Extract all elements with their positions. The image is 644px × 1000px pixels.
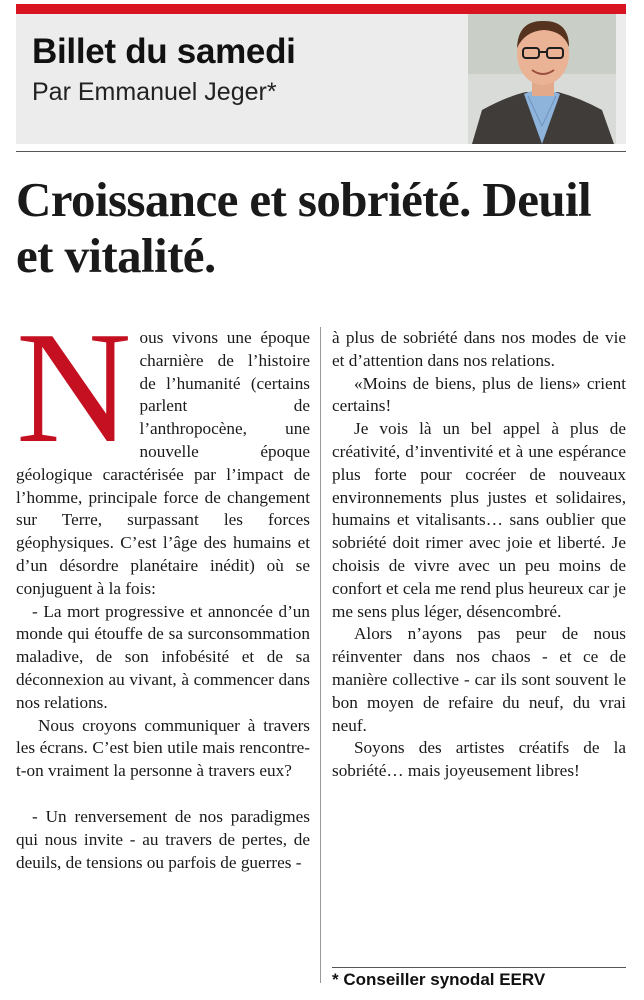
paragraph-creativity: Je vois là un bel appel à plus de créativité, d’inventivité et à une espérance plus forte pour cocréer de nouveaux environnements plus justes et solidaires, humains et vitalisants… sans oublier que sobriété doit rimer avec joie et liberté. Je choisis de vivre avec un peu moins de confort et cela me rend plus heureux car je me sens plus léger, désencombré. bbox=[332, 419, 626, 621]
column-header bbox=[16, 14, 626, 144]
paragraph-death-of-world: - La mort progressive et annoncée d’un monde qui étouffe de sa surconsommation maladive, de son infobésité et de sa déconnexion au vivant, à commencer dans nos relations. bbox=[16, 601, 310, 712]
article-headline: Croissance et sobriété. Deuil et vitalité. bbox=[16, 172, 592, 283]
paragraph-quote: «Moins de biens, plus de liens» crient certains! bbox=[332, 373, 626, 416]
paragraph-intro: ous vivons une époque charnière de l’histoire de l’humanité (certains parlent de l’anthropocène, une nouvelle époque géologique caractérisée par l’impact de l’homme, principale force de changement sur Terre, surpassant les forces géophysiques. C’est l’âge des humains et d’un désordre planétaire inédit) où se conjuguent à la fois: bbox=[16, 328, 310, 598]
article-column-1 bbox=[16, 298, 310, 874]
paragraph-paradigm-shift: - Un renversement de nos paradigmes qui nous invite - au travers de pertes, de deuils, de tensions ou parfois de guerres - bbox=[16, 806, 310, 872]
paragraph-artists: Soyons des artistes créatifs de la sobriété… mais joyeusement libres! bbox=[332, 738, 626, 781]
rubric-title: Billet du samedi bbox=[32, 32, 296, 71]
paragraph-sobriety: à plus de sobriété dans nos modes de vie et d’attention dans nos relations. bbox=[332, 328, 626, 370]
article-column-2 bbox=[332, 327, 626, 783]
author-credit: * Conseiller synodal EERV bbox=[332, 970, 546, 989]
column-divider bbox=[320, 327, 321, 983]
paragraph-screens: Nous croyons communiquer à travers les écrans. C’est bien utile mais rencontre-t-on vraiment la personne à travers eux? bbox=[16, 715, 310, 781]
author-photo bbox=[468, 14, 616, 144]
paragraph-reinvent: Alors n’ayons pas peur de nous réinventer dans nos chaos - et ce de manière collective - car ils sont souvent le bon moyen de refaire du neuf, du vrai neuf. bbox=[332, 624, 626, 735]
author-byline: Par Emmanuel Jeger* bbox=[32, 78, 277, 106]
header-divider bbox=[16, 151, 626, 152]
credit-divider bbox=[332, 967, 626, 968]
header-accent-bar bbox=[16, 4, 626, 14]
drop-cap: N bbox=[16, 298, 132, 476]
